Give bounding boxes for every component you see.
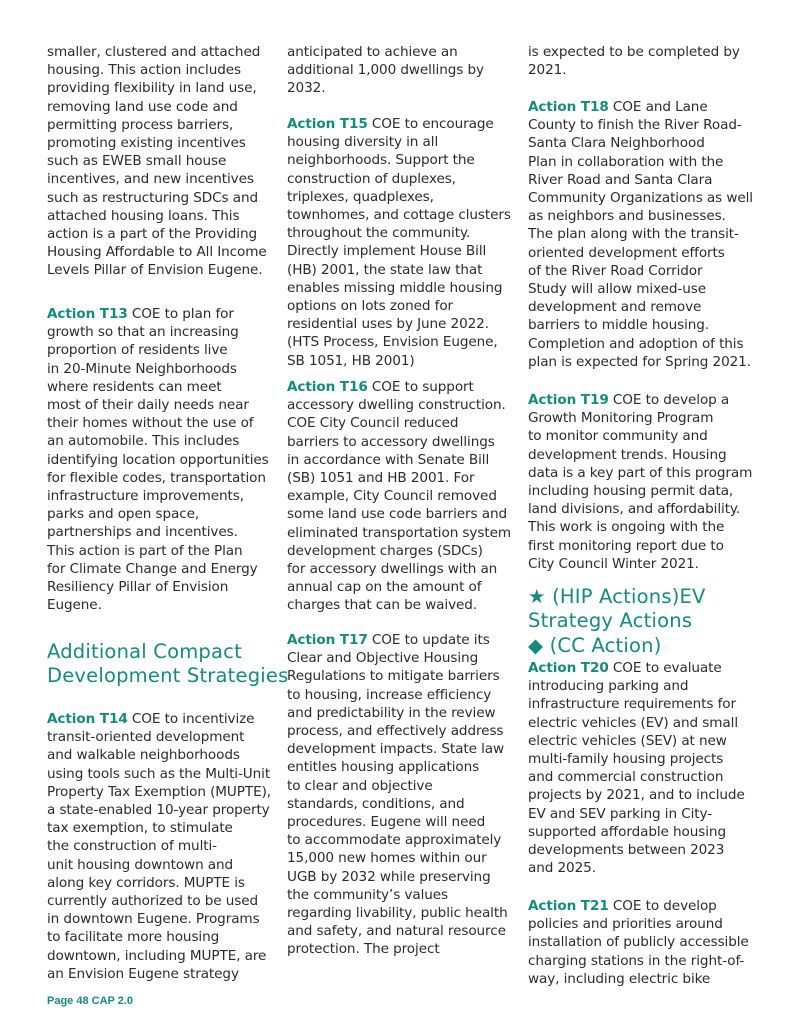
action-text: COE to plan for growth so that an increasing proportion of residents live in 20-Minute Neighborhoods where residents can meet most of their daily needs near their homes without the use of an automobile. This includes identifying location opportunities for flexible codes, transportation infrastructure improvements, parks and open space, partnerships and incentives. This action is part of the Plan for Climate Change and Energy Resiliency Pillar of Envision Eugene. xyxy=(47,306,269,614)
action-text: COE to develop policies and priorities around installation of publicly accessible charging stations in the right-of- way, including electric bike xyxy=(528,898,749,987)
action-text: COE to evaluate introducing parking and infrastructure requirements for electric vehicles (EV) and small electric vehicles (SEV) at new multi-family housing projects and commercial construction projects by 2021, and to include EV and SEV parking in City- supported affordable housing developments between 2023 and 2025. xyxy=(528,660,745,877)
action-t16 xyxy=(287,378,527,615)
action-text: COE to update its Clear and Objective Housing Regulations to mitigate barriers to housing, increase efficiency and predictability in the review process, and effectively address development impacts. State law entitles housing applications to clear and objective standards, conditions, and procedures. Eugene will need to accommodate approximately 15,000 new homes within our UGB by 2032 while preserving the community’s values regarding livability, public health and safety, and natural resource protection. The project xyxy=(287,632,508,958)
action-t18 xyxy=(528,98,768,371)
action-text: COE and Lane County to finish the River Road- Santa Clara Neighborhood Plan in collaboration with the River Road and Santa Clara Community Organizations as well as neighbors and businesses. The plan along with the transit- oriented development efforts of the River Road Corridor Study will allow mixed-use development and remove barriers to middle housing. Completion and adoption of this plan is expected for Spring 2021. xyxy=(528,99,753,370)
paragraph-continued: smaller, clustered and attached housing. This action includes providing flexibility in land use, removing land use code and permitting process barriers, promoting existing incentives such as EWEB small house incentives, and new incentives such as restructuring SDCs and attached housing loans. This action is a part of the Providing Housing Affordable to All Income Levels Pillar of Envision Eugene. xyxy=(47,44,267,279)
action-label: Action T13 xyxy=(47,306,128,322)
action-label: Action T15 xyxy=(287,116,368,132)
action-t19 xyxy=(528,391,768,573)
action-label: Action T19 xyxy=(528,392,609,408)
paragraph-continued: is expected to be completed by 2021. xyxy=(528,44,740,79)
action-label: Action T16 xyxy=(287,379,368,395)
action-label: Action T17 xyxy=(287,632,368,648)
action-label: Action T20 xyxy=(528,660,609,676)
action-label: Action T14 xyxy=(47,711,128,727)
action-text: COE to encourage housing diversity in all neighborhoods. Support the construction of duplexes, triplexes, quadplexes, townhomes, and cottage clusters throughout the community. Directly implement House Bill (HB) 2001, the state law that enables missing middle housing options on lots zoned for residential uses by June 2022. (HTS Process, Envision Eugene, SB 1051, HB 2001) xyxy=(287,116,511,369)
action-text: COE to support accessory dwelling construction. COE City Council reduced barriers to accessory dwellings in accordance with Senate Bill (SB) 1051 and HB 2001. For example, City Council removed some land use code barriers and eliminated transportation system development charges (SDCs) for accessory dwellings with an annual cap on the amount of charges that can be waived. xyxy=(287,379,511,614)
action-t15 xyxy=(287,115,527,370)
action-t20 xyxy=(528,659,768,877)
action-t14 xyxy=(47,710,287,983)
action-t13 xyxy=(47,305,287,614)
action-text: COE to incentivize transit-oriented development and walkable neighborhoods using tools such as the Multi-Unit Property Tax Exemption (MUPTE), a state-enabled 10-year property tax exemption, to stimulate the construction of multi- unit housing downtown and along key corridors. MUPTE is currently authorized to be used in downtown Eugene. Programs to facilitate more housing downtown, including MUPTE, are an Envision Eugene strategy xyxy=(47,711,271,982)
action-label: Action T21 xyxy=(528,898,609,914)
page-footer: Page 48 CAP 2.0 xyxy=(47,995,134,1007)
action-t21 xyxy=(528,897,768,988)
action-text: COE to develop a Growth Monitoring Program to monitor community and development trends. Housing data is a key part of this program including housing permit data, land divisions, and affordability. This work is ongoing with the first monitoring report due to City Council Winter 2021. xyxy=(528,392,753,572)
section-heading: Additional Compact Development Strategies xyxy=(47,640,289,688)
paragraph-continued: anticipated to achieve an additional 1,000 dwellings by 2032. xyxy=(287,44,484,97)
action-t17 xyxy=(287,631,527,959)
section-heading-ev: ★ (HIP Actions)EV Strategy Actions ◆ (CC Action) xyxy=(528,585,706,657)
action-label: Action T18 xyxy=(528,99,609,115)
